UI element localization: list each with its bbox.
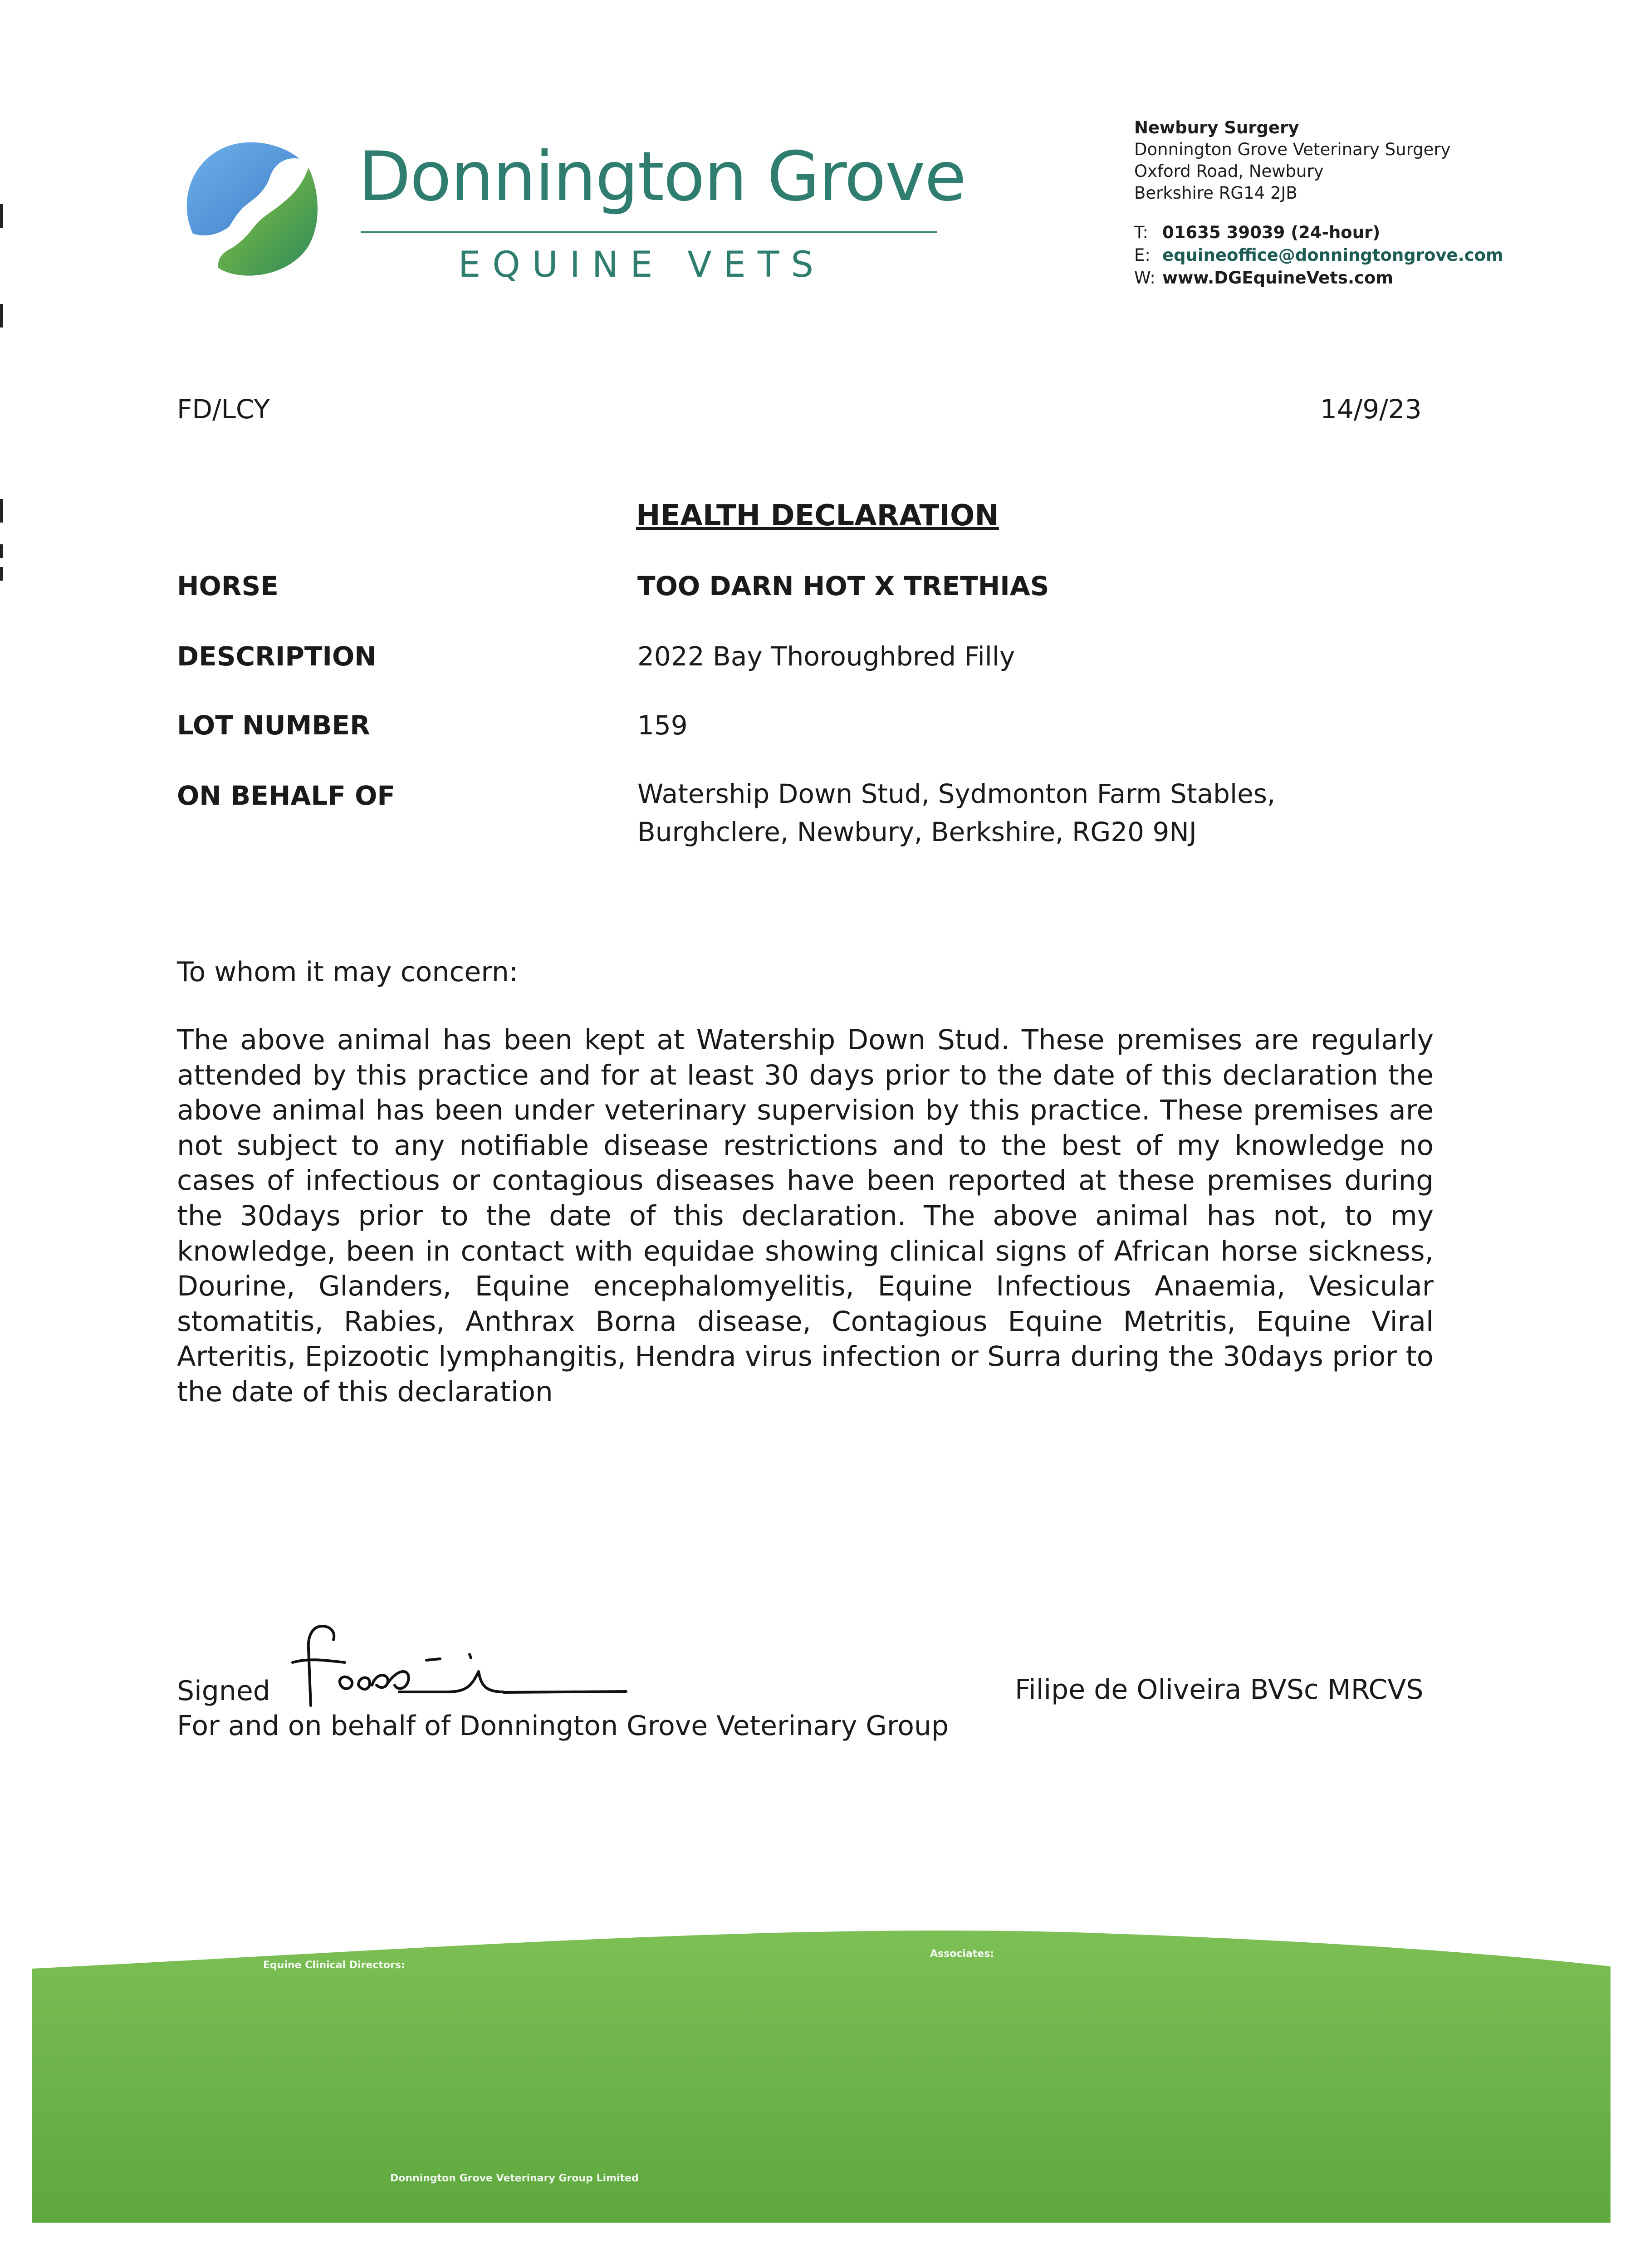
description-label: DESCRIPTION	[177, 641, 377, 672]
reference-code: FD/LCY	[177, 394, 270, 425]
logo-horse-head-graphic	[175, 136, 324, 281]
practice-address	[1134, 117, 1451, 204]
tel-label: T:	[1134, 223, 1149, 242]
tel-value: 01635 39039 (24-hour)	[1162, 223, 1381, 242]
footer-associates	[930, 1948, 994, 1960]
letter-date: 14/9/23	[1320, 394, 1422, 425]
website-link[interactable]: www.DGEquineVets.com	[1162, 268, 1393, 288]
lot-number-label: LOT NUMBER	[177, 710, 370, 741]
footer-directors	[263, 1960, 405, 1971]
on-behalf-of-line: Burghclere, Newbury, Berkshire, RG20 9NJ	[637, 816, 1197, 847]
company-name: Donnington Grove Veterinary Group Limited	[390, 2173, 639, 2184]
on-behalf-of-value	[637, 775, 1454, 851]
vet-name: Filipe de Oliveira BVSc MRCVS	[1015, 1674, 1424, 1706]
on-behalf-of-line: Watership Down Stud, Sydmonton Farm Stables,	[637, 778, 1276, 809]
scan-edge-mark	[0, 204, 3, 228]
brand-name: Donnington Grove	[358, 137, 966, 216]
description-value: 2022 Bay Thoroughbred Filly	[637, 641, 1015, 672]
email-label: E:	[1134, 245, 1150, 265]
on-behalf-of-group: For and on behalf of Donnington Grove Veterinary Group	[177, 1710, 949, 1742]
web-label: W:	[1134, 268, 1155, 288]
horse-label: HORSE	[177, 571, 279, 601]
lot-number-value: 159	[637, 710, 688, 741]
footer-band	[32, 1923, 1611, 2223]
practice-contact	[1134, 221, 1503, 289]
scan-edge-mark	[0, 304, 3, 327]
address-line: Donnington Grove Veterinary Surgery	[1134, 140, 1451, 159]
brand-divider	[361, 231, 937, 233]
document-title: HEALTH DECLARATION	[636, 499, 999, 533]
directors-heading: Equine Clinical Directors:	[263, 1960, 405, 1971]
address-line: Oxford Road, Newbury	[1134, 161, 1324, 181]
declaration-body: The above animal has been kept at Watership Down Stud. These premises are regularly attended by this practice and for at least 30 days prior to the date of this declaration the above animal has been under veterinary supervision by this practice. These premises are not subject to any notifiable disease restrictions and to the best of my knowledge no cases of infectious or contagious diseases have been reported at these premises during the 30days prior to the date of this declaration. The above animal has not, to my knowledge, been in contact with equidae showing clinical signs of African horse sickness, Dourine, Glanders, Equine encephalomyelitis, Equine Infectious Anaemia, Vesicular stomatitis, Rabies, Anthrax Borna disease, Contagious Equine Metritis, Equine Viral Arteritis, Epizootic lymphangitis, Hendra virus infection or Surra during the 30days prior to the date of this declaration	[177, 1024, 1434, 1408]
salutation: To whom it may concern:	[177, 956, 519, 988]
associates-heading: Associates:	[930, 1948, 994, 1960]
handwritten-signature	[290, 1594, 631, 1712]
scan-edge-mark	[0, 544, 3, 558]
signed-label: Signed	[177, 1675, 270, 1707]
horse-value: TOO DARN HOT X TRETHIAS	[637, 571, 1049, 601]
scan-edge-mark	[0, 567, 3, 581]
address-line: Berkshire RG14 2JB	[1134, 183, 1297, 203]
surgery-name: Newbury Surgery	[1134, 118, 1299, 137]
brand-subtitle: EQUINE VETS	[458, 244, 825, 285]
scan-edge-mark	[0, 499, 3, 523]
on-behalf-of-label: ON BEHALF OF	[177, 780, 395, 811]
email-link[interactable]: equineoffice@donningtongrove.com	[1162, 245, 1503, 265]
